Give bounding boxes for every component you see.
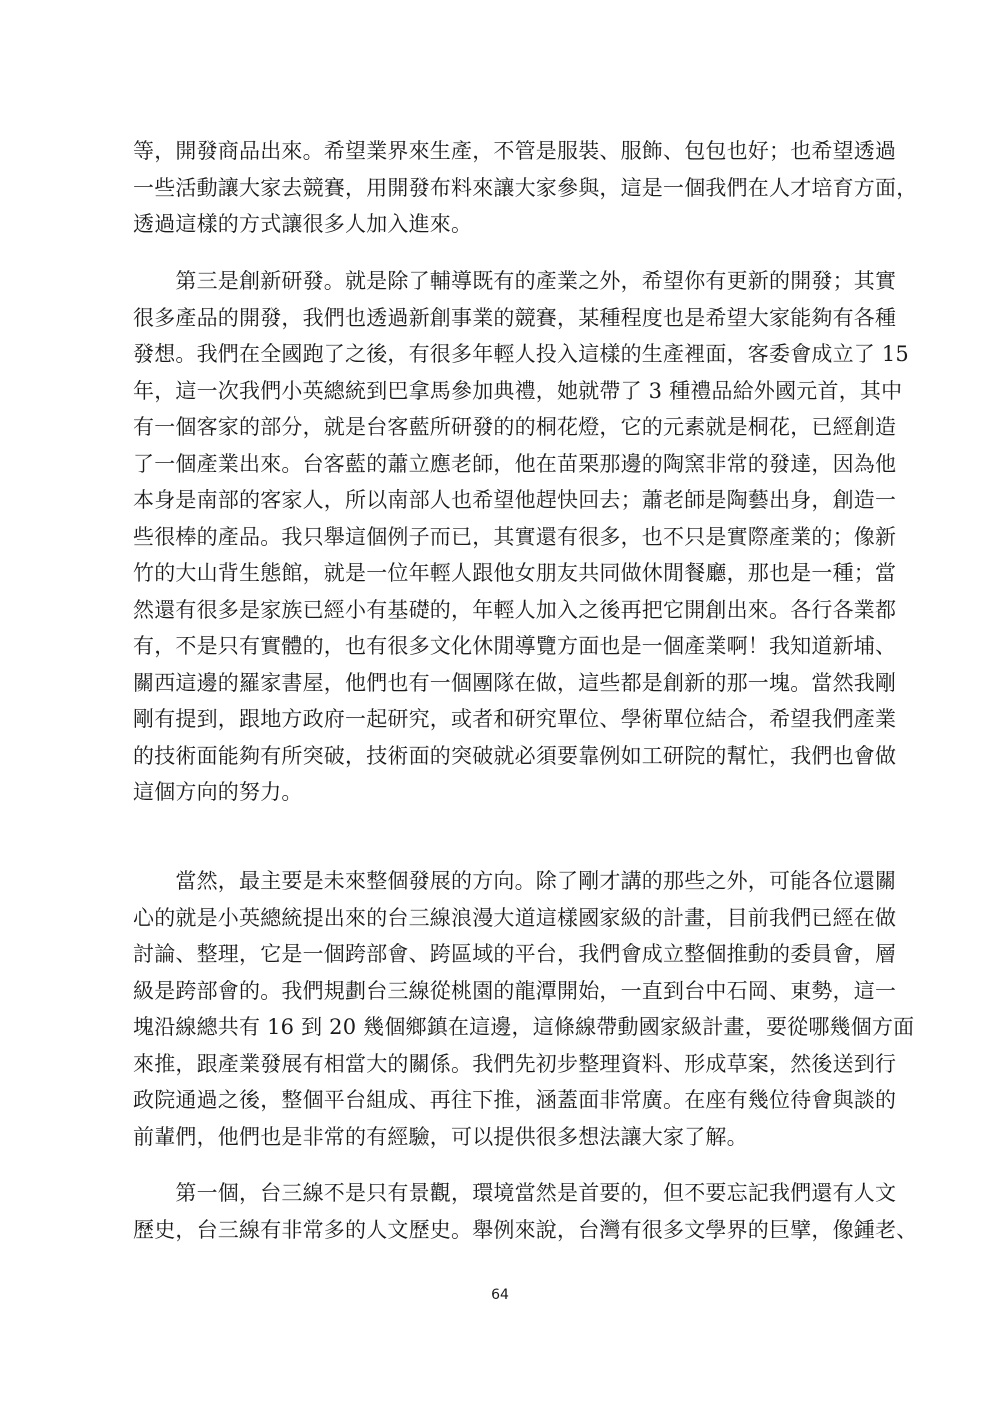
text-line: 歷史，台三線有非常多的人文歷史。舉例來說，台灣有很多文學界的巨擘，像鍾老、 bbox=[133, 1217, 918, 1242]
text-line: 些很棒的產品。我只舉這個例子而已，其實還有很多，也不只是實際產業的；像新 bbox=[133, 524, 897, 549]
text-line: 竹的大山背生態館，就是一位年輕人跟他女朋友共同做休閒餐廳，那也是一種；當 bbox=[133, 561, 897, 585]
text-line: 發想。我們在全國跑了之後，有很多年輕人投入這樣的生產裡面，客委會成立了 15 bbox=[133, 342, 909, 366]
text-line: 一些活動讓大家去競賽，用開發布料來讓大家參與，這是一個我們在人才培育方面， bbox=[133, 175, 918, 200]
text-line: 等，開發商品出來。希望業界來生產，不管是服裝、服飾、包包也好；也希望透過 bbox=[133, 139, 897, 163]
text-line: 透過這樣的方式讓很多人加入進來。 bbox=[133, 212, 473, 236]
text-line: 年，這一次我們小英總統到巴拿馬參加典禮，她就帶了 3 種禮品給外國元首，其中 bbox=[133, 378, 903, 403]
text-line: 關西這邊的羅家書屋，他們也有一個團隊在做，這些都是創新的那一塊。當然我剛 bbox=[133, 670, 897, 695]
text-line: 然還有很多是家族已經小有基礎的，年輕人加入之後再把它開創出來。各行各業都 bbox=[133, 597, 897, 622]
text-line: 了一個產業出來。台客藍的蕭立應老師，他在苗栗那邊的陶窯非常的發達，因為他 bbox=[133, 451, 897, 476]
text-line: 第一個，台三線不是只有景觀，環境當然是首要的，但不要忘記我們還有人文 bbox=[133, 1181, 897, 1205]
paragraph bbox=[133, 263, 909, 811]
paragraph bbox=[133, 133, 918, 243]
text-line: 討論、整理，它是一個跨部會、跨區域的平台，我們會成立整個推動的委員會，層 bbox=[133, 942, 897, 966]
text-line: 本身是南部的客家人，所以南部人也希望他趕快回去；蕭老師是陶藝出身，創造一 bbox=[133, 488, 897, 512]
page-number: 64 bbox=[491, 1287, 509, 1303]
text-line: 政院通過之後，整個平台組成、再往下推，涵蓋面非常廣。在座有幾位待會與談的 bbox=[133, 1088, 897, 1112]
paragraph bbox=[133, 1175, 918, 1248]
text-line: 有，不是只有實體的，也有很多文化休閒導覽方面也是一個產業啊！我知道新埔、 bbox=[133, 634, 897, 658]
text-line: 來推，跟產業發展有相當大的關係。我們先初步整理資料、形成草案，然後送到行 bbox=[133, 1051, 897, 1076]
text-line: 有一個客家的部分，就是台客藍所研發的的桐花燈，它的元素就是桐花，已經創造 bbox=[133, 415, 897, 439]
text-line: 很多產品的開發，我們也透過新創事業的競賽，某種程度也是希望大家能夠有各種 bbox=[133, 305, 897, 330]
text-line: 這個方向的努力。 bbox=[133, 780, 303, 804]
paragraph bbox=[133, 863, 915, 1155]
text-line: 心的就是小英總統提出來的台三線浪漫大道這樣國家級的計畫，目前我們已經在做 bbox=[133, 905, 897, 930]
text-line: 級是跨部會的。我們規劃台三線從桃園的龍潭開始，一直到台中石岡、東勢，這一 bbox=[133, 978, 897, 1003]
text-line: 當然，最主要是未來整個發展的方向。除了剛才講的那些之外，可能各位還關 bbox=[133, 869, 897, 893]
text-line: 第三是創新研發。就是除了輔導既有的產業之外，希望你有更新的開發；其實 bbox=[133, 269, 897, 293]
text-line: 塊沿線總共有 16 到 20 幾個鄉鎮在這邊，這條線帶動國家級計畫，要從哪幾個方面 bbox=[133, 1015, 915, 1039]
text-line: 前輩們，他們也是非常的有經驗，可以提供很多想法讓大家了解。 bbox=[133, 1124, 748, 1149]
text-line: 剛有提到，跟地方政府一起研究，或者和研究單位、學術單位結合，希望我們產業 bbox=[133, 707, 897, 731]
text-line: 的技術面能夠有所突破，技術面的突破就必須要靠例如工研院的幫忙，我們也會做 bbox=[133, 743, 897, 768]
